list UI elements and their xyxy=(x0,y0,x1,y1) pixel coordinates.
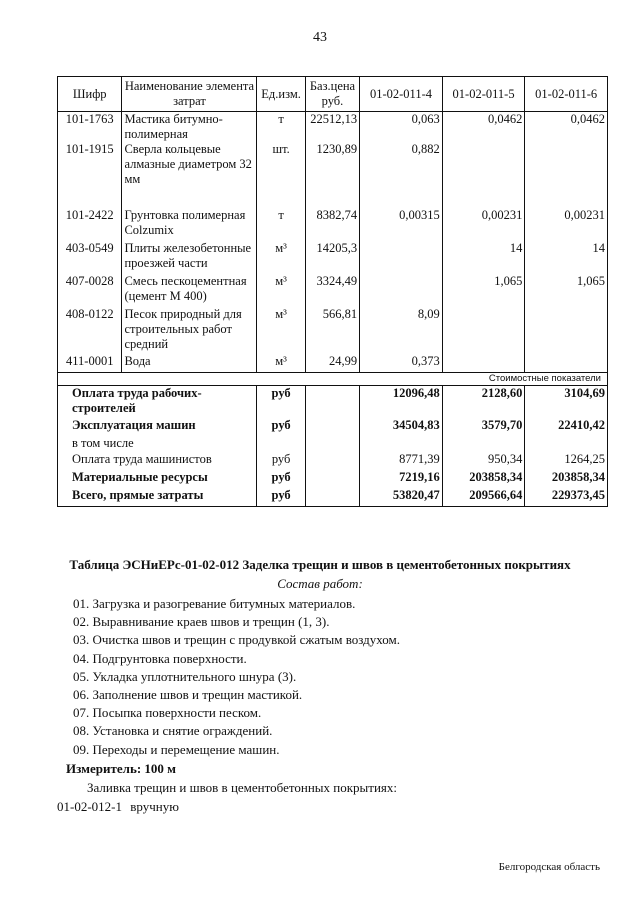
total-label: Эксплуатация машин xyxy=(58,418,257,436)
cell-price: 22512,13 xyxy=(305,112,359,143)
total-value: 8771,39 xyxy=(360,452,443,470)
table-row xyxy=(58,142,608,208)
cell-name: Грунтовка полимерная Colzumix xyxy=(122,208,257,241)
cell-code: 403-0549 xyxy=(58,241,122,274)
total-unit: руб xyxy=(257,470,305,488)
total-unit xyxy=(257,436,305,452)
total-label: Оплата труда рабочих-строителей xyxy=(58,385,257,418)
total-value: 209566,64 xyxy=(442,488,525,506)
table-row xyxy=(58,354,608,372)
cell-unit: т xyxy=(257,208,305,241)
operation-item: 01. Загрузка и разогревание битумных материалов. xyxy=(73,596,356,611)
total-value xyxy=(360,436,443,452)
total-row xyxy=(58,488,608,506)
cell-value: 0,00231 xyxy=(525,208,608,241)
cell-unit: м³ xyxy=(257,241,305,274)
cell-name: Песок природный для строительных работ средний xyxy=(122,307,257,354)
table-row xyxy=(58,307,608,354)
total-price-blank xyxy=(305,436,359,452)
cell-unit: м³ xyxy=(257,307,305,354)
cell-price: 1230,89 xyxy=(305,142,359,208)
total-label: Всего, прямые затраты xyxy=(58,488,257,506)
cell-name: Плиты железобетонные проезжей части xyxy=(122,241,257,274)
table-header-row xyxy=(58,77,608,112)
cell-value: 0,00231 xyxy=(442,208,525,241)
total-price-blank xyxy=(305,470,359,488)
total-value: 3579,70 xyxy=(442,418,525,436)
cell-price: 24,99 xyxy=(305,354,359,372)
total-value: 53820,47 xyxy=(360,488,443,506)
cell-price: 3324,49 xyxy=(305,274,359,307)
operation-item: 07. Посыпка поверхности песком. xyxy=(73,705,262,721)
cell-value: 8,09 xyxy=(360,307,443,354)
cell-code: 407-0028 xyxy=(58,274,122,307)
total-value: 229373,45 xyxy=(525,488,608,506)
operation-item: 08. Установка и снятие ограждений. xyxy=(73,723,273,739)
cell-code: 408-0122 xyxy=(58,307,122,354)
table-row xyxy=(58,208,608,241)
cell-value: 0,00315 xyxy=(360,208,443,241)
total-row xyxy=(58,418,608,436)
total-value: 34504,83 xyxy=(360,418,443,436)
operations-list xyxy=(73,595,400,759)
total-row xyxy=(58,470,608,488)
total-value: 950,34 xyxy=(442,452,525,470)
cell-value: 0,373 xyxy=(360,354,443,372)
total-value: 2128,60 xyxy=(442,385,525,418)
total-value: 1264,25 xyxy=(525,452,608,470)
total-unit: руб xyxy=(257,418,305,436)
cell-value: 0,882 xyxy=(360,142,443,208)
cell-value: 0,063 xyxy=(360,112,443,143)
cell-name: Сверла кольцевые алмазные диаметром 32 мм xyxy=(122,142,257,208)
item-text: вручную xyxy=(130,799,179,814)
total-value xyxy=(525,436,608,452)
total-unit: руб xyxy=(257,385,305,418)
table-row xyxy=(58,112,608,143)
caption-row xyxy=(58,372,608,385)
header-col5: 01-02-011-5 xyxy=(442,77,525,112)
operation-item: 05. Укладка уплотнительного шнура (3). xyxy=(73,668,297,684)
cell-unit: м³ xyxy=(257,274,305,307)
cell-value xyxy=(525,307,608,354)
operation-item: 06. Заполнение швов и трещин мастикой. xyxy=(73,687,303,703)
cell-name: Смесь пескоцементная (цемент М 400) xyxy=(122,274,257,307)
cell-value: 14 xyxy=(525,241,608,274)
cell-value: 1,065 xyxy=(525,274,608,307)
header-unit: Ед.изм. xyxy=(257,77,305,112)
total-label: в том числе xyxy=(58,436,257,452)
cell-value xyxy=(525,142,608,208)
cell-price: 566,81 xyxy=(305,307,359,354)
total-value: 3104,69 xyxy=(525,385,608,418)
footer-region: Белгородская область xyxy=(498,861,600,873)
caption-text: Стоимостные показатели xyxy=(58,372,608,385)
section-subtitle: Состав работ: xyxy=(277,576,363,591)
cell-price: 8382,74 xyxy=(305,208,359,241)
cell-value xyxy=(442,354,525,372)
total-unit: руб xyxy=(257,452,305,470)
cell-value xyxy=(442,307,525,354)
header-price: Баз.цена руб. xyxy=(305,77,359,112)
measure-unit: Измеритель: 100 м xyxy=(66,761,177,776)
header-col6: 01-02-011-6 xyxy=(525,77,608,112)
table-row xyxy=(58,241,608,274)
total-row xyxy=(58,452,608,470)
header-name: Наименование элемента затрат xyxy=(122,77,257,112)
cell-name: Вода xyxy=(122,354,257,372)
fill-line: Заливка трещин и швов в цементобетонных покрытиях: xyxy=(87,780,397,795)
cell-value: 14 xyxy=(442,241,525,274)
cell-value: 0,0462 xyxy=(442,112,525,143)
total-price-blank xyxy=(305,452,359,470)
page-number: 43 xyxy=(313,30,327,45)
cell-value xyxy=(442,142,525,208)
cell-unit: т xyxy=(257,112,305,143)
resource-table xyxy=(57,76,608,507)
item-line xyxy=(57,799,179,815)
cell-value: 1,065 xyxy=(442,274,525,307)
total-price-blank xyxy=(305,418,359,436)
table-row xyxy=(58,274,608,307)
cell-value: 0,0462 xyxy=(525,112,608,143)
total-price-blank xyxy=(305,385,359,418)
total-value: 7219,16 xyxy=(360,470,443,488)
total-label: Оплата труда машинистов xyxy=(58,452,257,470)
cell-unit: шт. xyxy=(257,142,305,208)
operation-item: 03. Очистка швов и трещин с продувкой сжатым воздухом. xyxy=(73,632,401,648)
operation-item: 09. Переходы и перемещение машин. xyxy=(73,741,280,757)
header-col4: 01-02-011-4 xyxy=(360,77,443,112)
header-code: Шифр xyxy=(58,77,122,112)
total-value: 22410,42 xyxy=(525,418,608,436)
total-value: 12096,48 xyxy=(360,385,443,418)
total-value: 203858,34 xyxy=(442,470,525,488)
item-code: 01-02-012-1 xyxy=(57,799,122,814)
section-title: Таблица ЭСНиЕРс-01-02-012 Заделка трещин и швов в цементобетонных покрытиях xyxy=(69,557,571,572)
total-row xyxy=(58,436,608,452)
operation-item: 04. Подгрунтовка поверхности. xyxy=(73,650,247,666)
cell-value xyxy=(525,354,608,372)
cell-code: 101-1915 xyxy=(58,142,122,208)
cell-value xyxy=(360,241,443,274)
total-value xyxy=(442,436,525,452)
total-row xyxy=(58,385,608,418)
total-price-blank xyxy=(305,488,359,506)
cell-unit: м³ xyxy=(257,354,305,372)
total-value: 203858,34 xyxy=(525,470,608,488)
total-label: Материальные ресурсы xyxy=(58,470,257,488)
total-unit: руб xyxy=(257,488,305,506)
cell-code: 101-2422 xyxy=(58,208,122,241)
cell-value xyxy=(360,274,443,307)
cell-code: 101-1763 xyxy=(58,112,122,143)
operation-item: 02. Выравнивание краев швов и трещин (1, 3). xyxy=(73,614,330,630)
cell-price: 14205,3 xyxy=(305,241,359,274)
cell-name: Мастика битумно-полимерная xyxy=(122,112,257,143)
cell-code: 411-0001 xyxy=(58,354,122,372)
